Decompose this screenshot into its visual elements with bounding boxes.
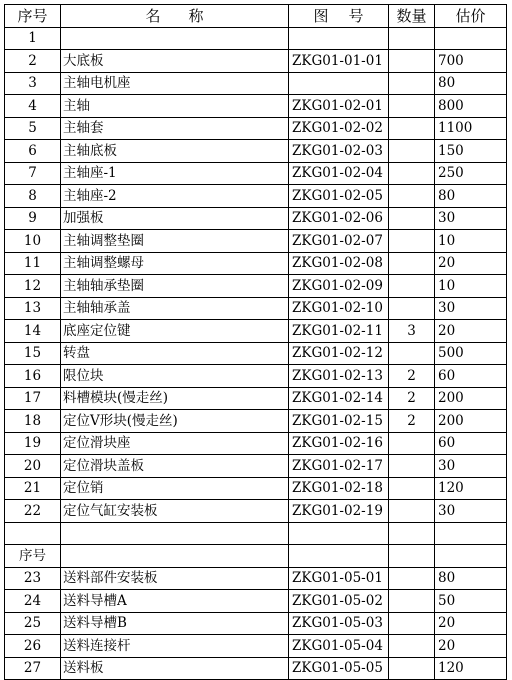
cell-qty[interactable] (389, 50, 435, 73)
cell-no[interactable]: 12 (5, 275, 61, 298)
cell-qty[interactable]: 3 (389, 320, 435, 343)
cell-qty[interactable] (389, 455, 435, 478)
cell-no[interactable]: 11 (5, 252, 61, 275)
cell-name[interactable] (61, 27, 289, 50)
cell-name[interactable]: 主轴套 (61, 117, 289, 140)
table-row (5, 185, 507, 208)
table-row (5, 635, 507, 658)
table-row (5, 342, 507, 365)
cell-qty[interactable] (389, 500, 435, 523)
cell-name[interactable]: 送料导槽B (61, 612, 289, 635)
table-row (5, 275, 507, 298)
cell-drawing-no[interactable]: ZKG01-02-18 (289, 477, 389, 500)
cell-no[interactable]: 5 (5, 117, 61, 140)
cell-drawing-no[interactable]: ZKG01-02-06 (289, 207, 389, 230)
cell-drawing-no[interactable]: ZKG01-02-05 (289, 185, 389, 208)
cell-name[interactable]: 送料板 (61, 657, 289, 680)
table-row (5, 432, 507, 455)
cell-estimate[interactable]: 200 (435, 387, 507, 410)
cell-drawing-no[interactable]: ZKG01-05-03 (289, 612, 389, 635)
cell-name[interactable]: 主轴 (61, 95, 289, 118)
cell-no[interactable]: 25 (5, 612, 61, 635)
cell-no[interactable]: 17 (5, 387, 61, 410)
cell-name[interactable]: 加强板 (61, 207, 289, 230)
cell-name[interactable]: 转盘 (61, 342, 289, 365)
cell-estimate[interactable]: 80 (435, 567, 507, 590)
header-name-part-1: 名 (145, 6, 161, 25)
cell-drawing-no[interactable]: ZKG01-01-01 (289, 50, 389, 73)
cell-no[interactable]: 2 (5, 50, 61, 73)
cell-name[interactable]: 定位滑块座 (61, 432, 289, 455)
cell-estimate[interactable]: 30 (435, 207, 507, 230)
table-row (5, 252, 507, 275)
cell-drawing-no[interactable]: ZKG01-02-12 (289, 342, 389, 365)
cell-no[interactable]: 14 (5, 320, 61, 343)
cell-drawing-no[interactable]: ZKG01-02-11 (289, 320, 389, 343)
cell-drawing-no[interactable]: ZKG01-05-01 (289, 567, 389, 590)
cell-qty[interactable] (389, 27, 435, 50)
cell-drawing-no[interactable]: ZKG01-02-07 (289, 230, 389, 253)
cell-drawing-no[interactable] (289, 545, 389, 568)
cell-estimate[interactable]: 30 (435, 297, 507, 320)
cell-no[interactable]: 序号 (5, 545, 61, 568)
cell-name[interactable] (61, 545, 289, 568)
cell-qty[interactable] (389, 207, 435, 230)
cell-name[interactable]: 定位滑块盖板 (61, 455, 289, 478)
cell-drawing-no[interactable]: ZKG01-02-09 (289, 275, 389, 298)
table-row (5, 567, 507, 590)
cell-estimate[interactable]: 30 (435, 500, 507, 523)
cell-drawing-no[interactable]: ZKG01-02-13 (289, 365, 389, 388)
cell-no[interactable] (5, 522, 61, 545)
cell-drawing-no[interactable] (289, 27, 389, 50)
cell-name[interactable]: 料槽模块(慢走丝) (61, 387, 289, 410)
cell-name[interactable]: 主轴座-2 (61, 185, 289, 208)
table-row (5, 500, 507, 523)
cell-qty[interactable] (389, 342, 435, 365)
header-drawing-part-1: 图 (313, 6, 329, 25)
header-row (5, 5, 507, 28)
table-row (5, 320, 507, 343)
cell-name[interactable]: 主轴座-1 (61, 162, 289, 185)
cell-qty[interactable] (389, 117, 435, 140)
cell-drawing-no[interactable]: ZKG01-02-17 (289, 455, 389, 478)
cell-no[interactable]: 24 (5, 590, 61, 613)
cell-no[interactable]: 21 (5, 477, 61, 500)
cell-estimate[interactable]: 1100 (435, 117, 507, 140)
cell-estimate[interactable]: 20 (435, 612, 507, 635)
cell-qty[interactable] (389, 252, 435, 275)
cell-drawing-no[interactable]: ZKG01-02-15 (289, 410, 389, 433)
cell-estimate[interactable]: 80 (435, 185, 507, 208)
cell-drawing-no[interactable]: ZKG01-02-08 (289, 252, 389, 275)
cell-name[interactable]: 底座定位键 (61, 320, 289, 343)
cell-drawing-no[interactable]: ZKG01-02-03 (289, 140, 389, 163)
cell-estimate[interactable]: 80 (435, 72, 507, 95)
cell-estimate[interactable] (435, 522, 507, 545)
table-row (5, 140, 507, 163)
cell-name[interactable]: 送料连接杆 (61, 635, 289, 658)
cell-estimate[interactable] (435, 545, 507, 568)
header-drawing-part-2: 号 (348, 6, 364, 25)
cell-estimate[interactable]: 50 (435, 590, 507, 613)
cell-drawing-no[interactable]: ZKG01-02-19 (289, 500, 389, 523)
cell-name[interactable]: 定位销 (61, 477, 289, 500)
cell-name[interactable]: 主轴轴承垫圈 (61, 275, 289, 298)
cell-drawing-no[interactable]: ZKG01-02-04 (289, 162, 389, 185)
table-row (5, 545, 507, 568)
cell-estimate[interactable]: 10 (435, 230, 507, 253)
cell-qty[interactable]: 2 (389, 365, 435, 388)
cell-name[interactable]: 主轴轴承盖 (61, 297, 289, 320)
cell-qty[interactable] (389, 140, 435, 163)
cell-no[interactable]: 15 (5, 342, 61, 365)
cell-name[interactable]: 送料部件安装板 (61, 567, 289, 590)
table-row (5, 95, 507, 118)
cell-estimate[interactable]: 200 (435, 410, 507, 433)
cell-no[interactable]: 19 (5, 432, 61, 455)
cell-drawing-no[interactable]: ZKG01-02-14 (289, 387, 389, 410)
cell-qty[interactable] (389, 162, 435, 185)
cell-name[interactable]: 主轴调整垫圈 (61, 230, 289, 253)
header-drawing-no[interactable] (289, 5, 389, 28)
cell-no[interactable]: 13 (5, 297, 61, 320)
cell-qty[interactable]: 2 (389, 410, 435, 433)
cell-name[interactable]: 主轴底板 (61, 140, 289, 163)
cell-no[interactable]: 1 (5, 27, 61, 50)
table-row (5, 477, 507, 500)
cell-estimate[interactable]: 20 (435, 635, 507, 658)
header-qty[interactable]: 数量 (389, 5, 435, 28)
cell-estimate[interactable] (435, 27, 507, 50)
cell-estimate[interactable]: 20 (435, 252, 507, 275)
cell-qty[interactable] (389, 612, 435, 635)
cell-no[interactable]: 9 (5, 207, 61, 230)
header-name[interactable] (61, 5, 289, 28)
cell-estimate[interactable]: 60 (435, 365, 507, 388)
cell-no[interactable]: 23 (5, 567, 61, 590)
cell-name[interactable]: 主轴调整螺母 (61, 252, 289, 275)
cell-drawing-no[interactable]: ZKG01-02-02 (289, 117, 389, 140)
header-no[interactable]: 序号 (5, 5, 61, 28)
cell-no[interactable]: 6 (5, 140, 61, 163)
cell-qty[interactable] (389, 590, 435, 613)
cell-drawing-no[interactable] (289, 72, 389, 95)
cell-qty[interactable] (389, 522, 435, 545)
header-estimate[interactable]: 估价 (435, 5, 507, 28)
cell-qty[interactable] (389, 567, 435, 590)
cell-qty[interactable] (389, 230, 435, 253)
cell-estimate[interactable]: 60 (435, 432, 507, 455)
cell-drawing-no[interactable]: ZKG01-02-10 (289, 297, 389, 320)
cell-qty[interactable] (389, 477, 435, 500)
cell-name[interactable]: 主轴电机座 (61, 72, 289, 95)
cell-drawing-no[interactable]: ZKG01-05-02 (289, 590, 389, 613)
table-row (5, 657, 507, 680)
cell-estimate[interactable]: 250 (435, 162, 507, 185)
cell-qty[interactable] (389, 657, 435, 680)
cell-estimate[interactable]: 20 (435, 320, 507, 343)
table-row (5, 27, 507, 50)
table-row (5, 230, 507, 253)
cell-name[interactable]: 送料导槽A (61, 590, 289, 613)
cell-estimate[interactable]: 10 (435, 275, 507, 298)
cell-qty[interactable] (389, 432, 435, 455)
cell-qty[interactable] (389, 297, 435, 320)
cell-name[interactable]: 限位块 (61, 365, 289, 388)
table-row (5, 50, 507, 73)
cell-name[interactable]: 定位气缸安装板 (61, 500, 289, 523)
table-body (5, 27, 507, 680)
cell-name[interactable]: 定位V形块(慢走丝) (61, 410, 289, 433)
cell-estimate[interactable]: 500 (435, 342, 507, 365)
cell-no[interactable]: 8 (5, 185, 61, 208)
cell-no[interactable]: 10 (5, 230, 61, 253)
cell-no[interactable]: 20 (5, 455, 61, 478)
header-name-part-2: 称 (188, 6, 204, 25)
table-row (5, 522, 507, 545)
table-row (5, 387, 507, 410)
cell-estimate[interactable]: 120 (435, 477, 507, 500)
cell-qty[interactable] (389, 275, 435, 298)
table-row (5, 365, 507, 388)
cell-qty[interactable] (389, 635, 435, 658)
table-row (5, 590, 507, 613)
cell-no[interactable]: 26 (5, 635, 61, 658)
table-row (5, 162, 507, 185)
cell-drawing-no[interactable]: ZKG01-02-16 (289, 432, 389, 455)
cell-drawing-no[interactable]: ZKG01-05-05 (289, 657, 389, 680)
cell-estimate[interactable]: 120 (435, 657, 507, 680)
cell-estimate[interactable]: 150 (435, 140, 507, 163)
cell-drawing-no[interactable] (289, 522, 389, 545)
cell-no[interactable]: 18 (5, 410, 61, 433)
cell-name[interactable]: 大底板 (61, 50, 289, 73)
cell-qty[interactable] (389, 95, 435, 118)
cell-no[interactable]: 4 (5, 95, 61, 118)
cell-no[interactable]: 7 (5, 162, 61, 185)
cell-estimate[interactable]: 700 (435, 50, 507, 73)
cell-no[interactable]: 27 (5, 657, 61, 680)
table-row (5, 207, 507, 230)
cell-no[interactable]: 3 (5, 72, 61, 95)
cell-no[interactable]: 16 (5, 365, 61, 388)
cell-no[interactable]: 22 (5, 500, 61, 523)
cell-qty[interactable] (389, 72, 435, 95)
table-row (5, 410, 507, 433)
table-row (5, 455, 507, 478)
table-row (5, 72, 507, 95)
cell-name[interactable] (61, 522, 289, 545)
table-row (5, 612, 507, 635)
table-row (5, 117, 507, 140)
cell-estimate[interactable]: 30 (435, 455, 507, 478)
cell-estimate[interactable]: 800 (435, 95, 507, 118)
cell-qty[interactable] (389, 545, 435, 568)
cell-drawing-no[interactable]: ZKG01-05-04 (289, 635, 389, 658)
table-row (5, 297, 507, 320)
parts-estimate-table (4, 4, 507, 680)
cell-qty[interactable]: 2 (389, 387, 435, 410)
cell-drawing-no[interactable]: ZKG01-02-01 (289, 95, 389, 118)
cell-qty[interactable] (389, 185, 435, 208)
